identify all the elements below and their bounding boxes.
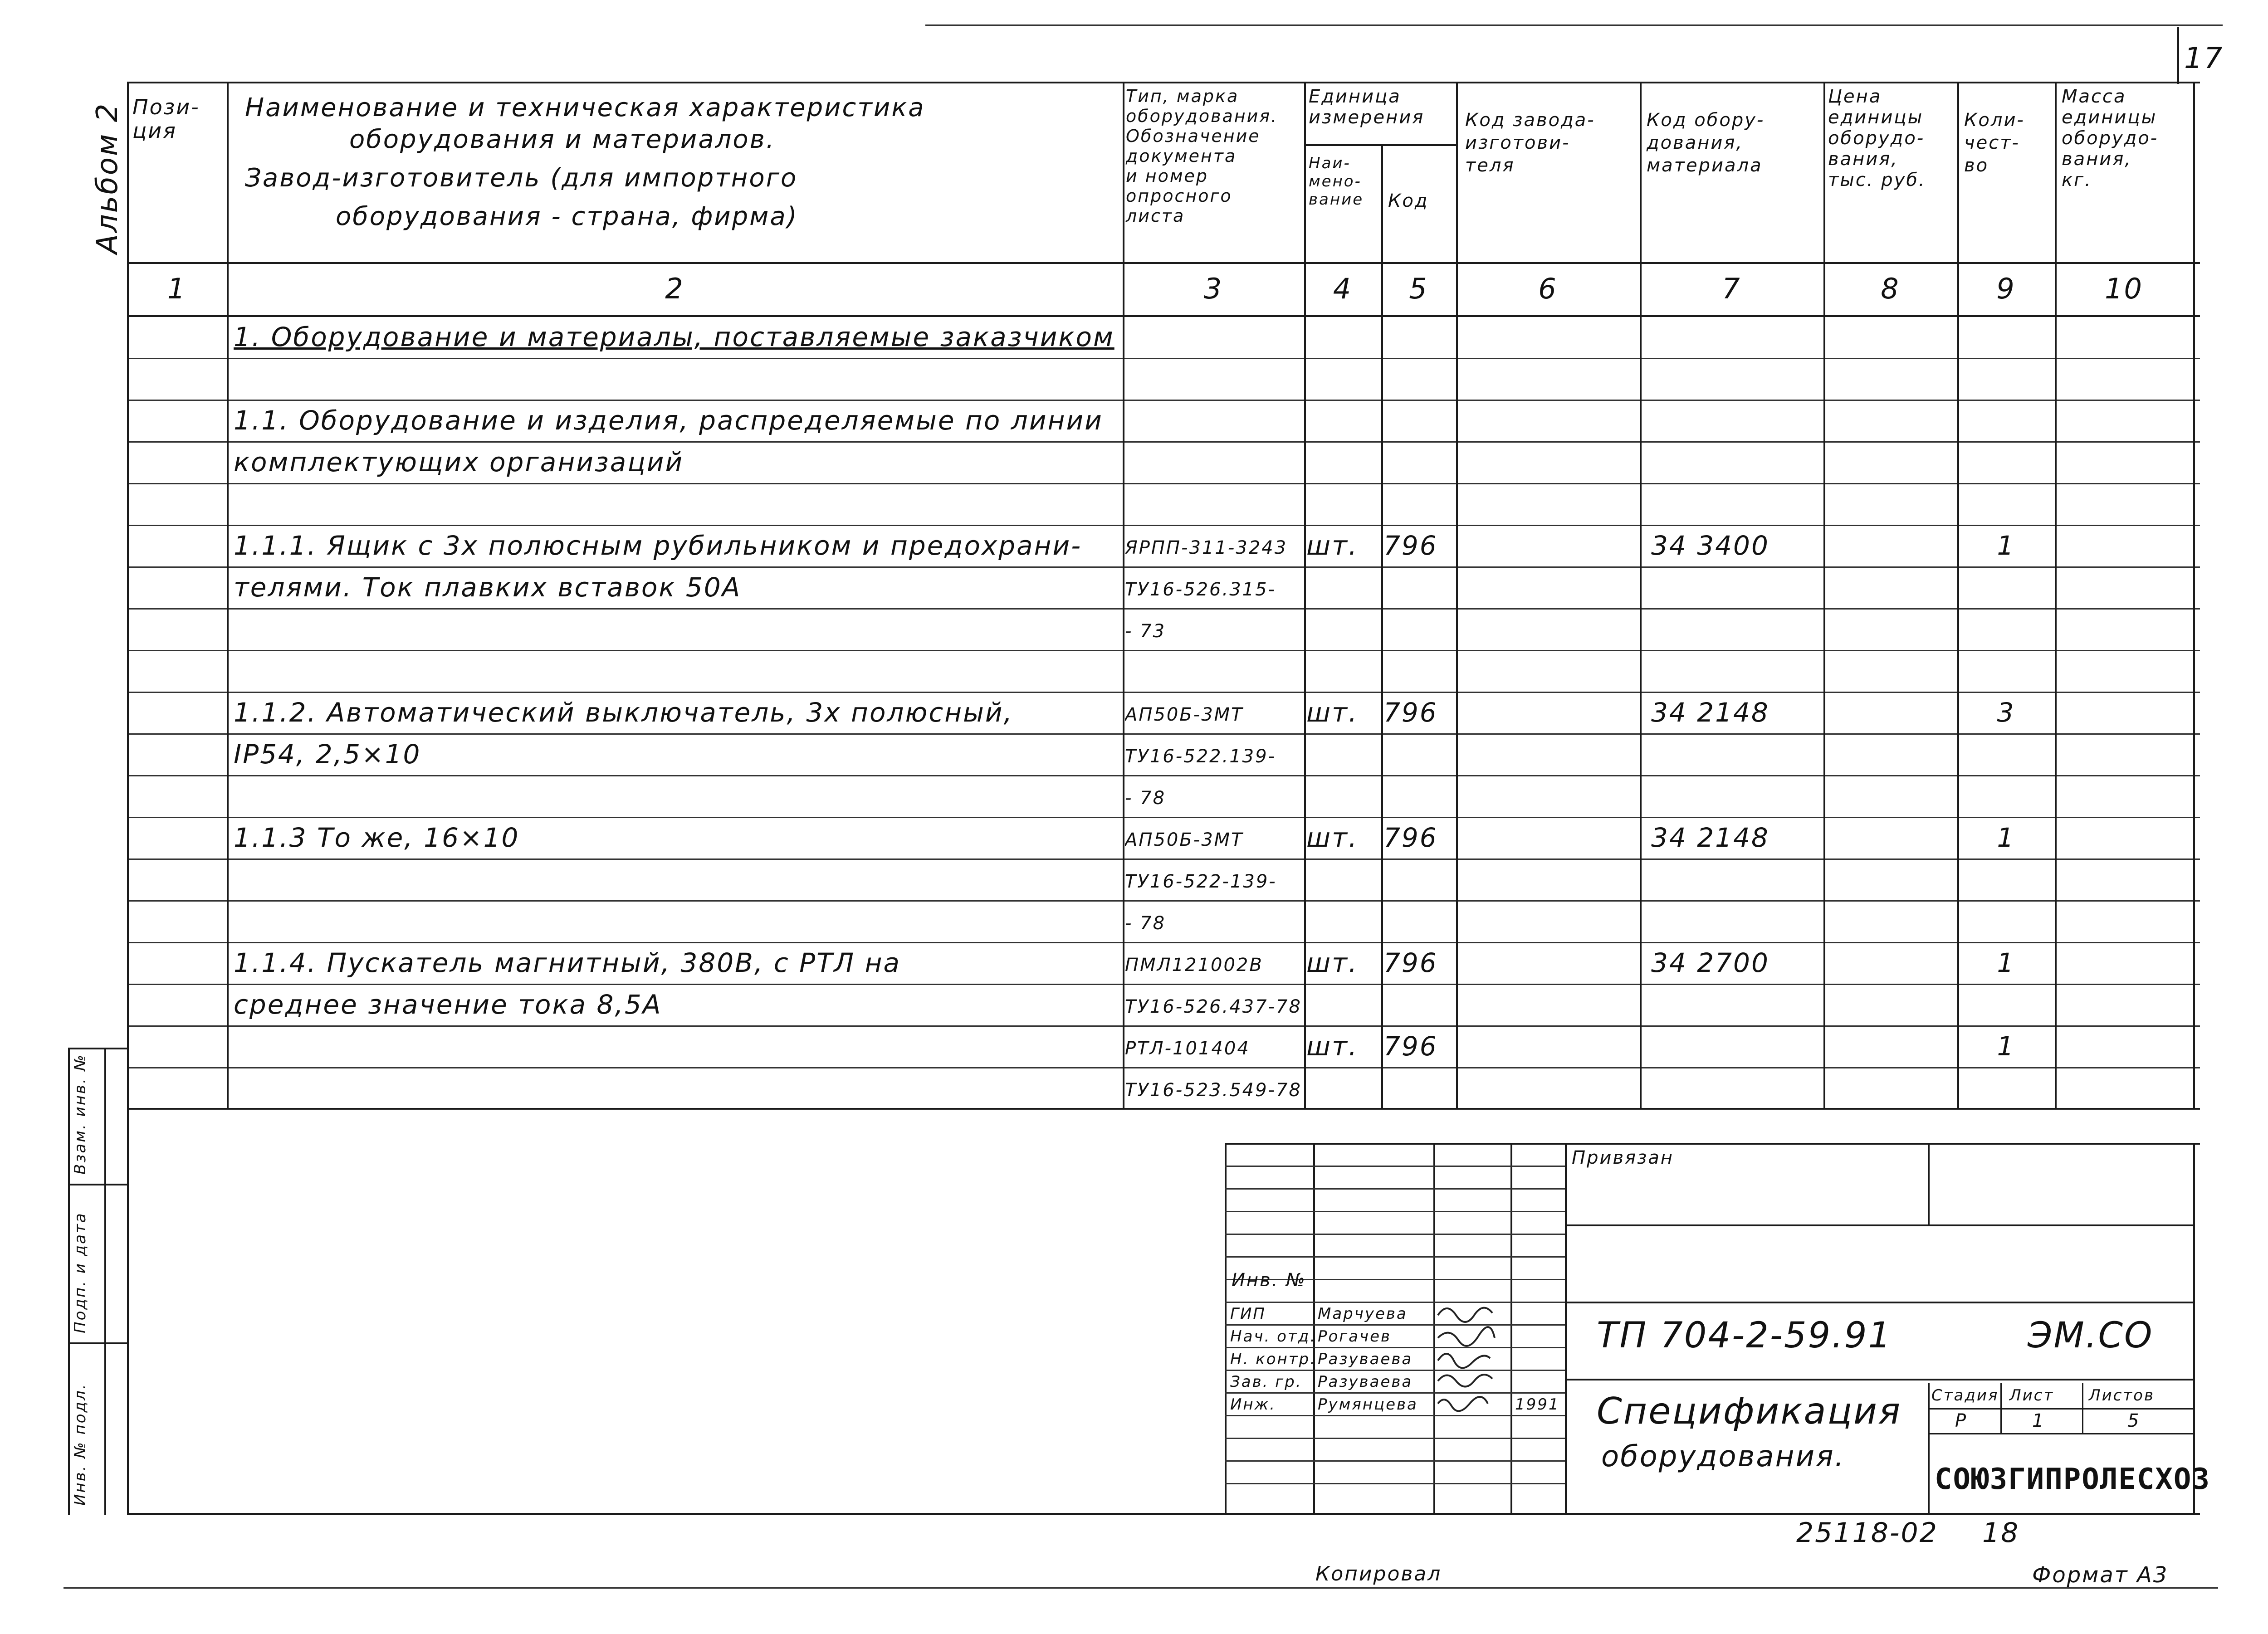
- row-type: ТУ16-523.549-78: [1125, 1080, 1302, 1101]
- header-price: Цена единицы оборудо- вания, тыс. руб.: [1828, 86, 1926, 190]
- titleblock-row-line: [1225, 1370, 1565, 1371]
- colnum-6: 6: [1538, 272, 1558, 305]
- header-quantity: Коли- чест- во: [1964, 110, 2025, 176]
- row-code: 796: [1383, 698, 1438, 727]
- colnum-7: 7: [1722, 272, 1741, 305]
- row-equip-code: 34 2148: [1651, 823, 1769, 852]
- header-name-line4: оборудования - страна, фирма): [336, 202, 798, 231]
- page-number-box-left: [2177, 27, 2179, 84]
- row-qty: 3: [1997, 698, 2015, 727]
- col-line-10: [2193, 82, 2195, 1108]
- page-number: 17: [2184, 42, 2224, 75]
- titleblock-row-line: [1225, 1392, 1565, 1394]
- row-qty: 1: [1997, 1032, 2015, 1061]
- row-line: [127, 942, 2200, 943]
- row-type: ТУ16-526.437-78: [1125, 996, 1302, 1017]
- row-name: 1.1.1. Ящик с 3х полюсным рубильником и предохрани-: [234, 531, 1082, 560]
- margin-strip-div2: [68, 1342, 127, 1344]
- row-type: - 78: [1125, 788, 1166, 809]
- row-line: [127, 441, 2200, 443]
- header-name-line2: оборудования и материалов.: [349, 125, 776, 154]
- stage-label: Стадия: [1931, 1386, 1999, 1405]
- row-type: - 73: [1125, 621, 1166, 642]
- row-type: АП50Б-3МТ: [1125, 704, 1244, 725]
- row-name: комплектующих организаций: [234, 448, 684, 477]
- footer-page: 18: [1982, 1517, 2020, 1549]
- row-type: РТЛ-101404: [1125, 1038, 1250, 1059]
- role-gip: ГИП: [1230, 1305, 1266, 1323]
- row-qty: 1: [1997, 948, 2015, 977]
- row-name: 1.1. Оборудование и изделия, распределяемые по линии: [234, 406, 1103, 435]
- row-line: [127, 400, 2200, 401]
- role-n-kontr: Н. контр.: [1230, 1350, 1316, 1368]
- row-line: [127, 984, 2200, 985]
- tb-line-1: [1565, 1224, 2193, 1226]
- tb-line-2: [1565, 1302, 2193, 1303]
- titleblock-row-line: [1225, 1460, 1565, 1462]
- titleblock-row-line: [1225, 1188, 1565, 1190]
- colnum-2: 2: [665, 272, 684, 305]
- bottom-rule: [64, 1587, 2218, 1589]
- row-line: [127, 608, 2200, 610]
- organization-name: СОЮЗГИПРОЛЕСХОЗ: [1935, 1463, 2210, 1496]
- name-inzh: Румянцева: [1318, 1395, 1418, 1414]
- row-line: [127, 1025, 2200, 1027]
- titleblock-row-line: [1225, 1211, 1565, 1212]
- row-type: ПМЛ121002В: [1125, 955, 1263, 976]
- row-unit: шт.: [1306, 1032, 1359, 1061]
- colnum-3: 3: [1203, 272, 1223, 305]
- tb-stage-div2: [2082, 1383, 2083, 1434]
- col-line-2: [1123, 82, 1124, 1108]
- row-name: 1.1.2. Автоматический выключатель, 3х полюсный,: [234, 698, 1014, 727]
- colnum-4: 4: [1333, 272, 1353, 305]
- document-title-line2: оборудования.: [1601, 1440, 1845, 1473]
- titleblock-col-e: [1928, 1143, 1930, 1224]
- row-type: ЯРПП-311-3243: [1125, 537, 1288, 558]
- header-type: Тип, марка оборудования. Обозначение документа и номер опросного листа: [1126, 86, 1278, 226]
- sign-date: 1991: [1515, 1395, 1560, 1414]
- inv-no-label: Инв. №: [1232, 1270, 1306, 1291]
- margin-label-replace-inv: Взам. инв. №: [71, 1054, 89, 1175]
- row-name: 1.1.3 То же, 16×10: [234, 823, 520, 852]
- row-code: 796: [1383, 531, 1438, 560]
- row-line: [127, 900, 2200, 902]
- role-zav-gr: Зав. гр.: [1230, 1373, 1302, 1391]
- document-mark: ЭМ.СО: [2028, 1315, 2154, 1356]
- row-equip-code: 34 3400: [1651, 531, 1769, 560]
- name-gip: Марчуева: [1318, 1305, 1408, 1323]
- name-n-kontr: Разуваева: [1318, 1350, 1413, 1368]
- role-nach-otd: Нач. отд.: [1230, 1327, 1317, 1346]
- titleblock-row-line: [1225, 1483, 1565, 1484]
- header-mass: Масса единицы оборудо- вания, кг.: [2062, 86, 2159, 190]
- row-equip-code: 34 2148: [1651, 698, 1769, 727]
- sheets-label: Листов: [2089, 1386, 2155, 1405]
- colnum-1: 1: [167, 272, 187, 305]
- row-line: [127, 650, 2200, 651]
- row-line: [127, 566, 2200, 568]
- header-equip-code: Код обору- дования, материала: [1647, 110, 1765, 176]
- row-code: 796: [1383, 948, 1438, 977]
- titleblock-col-d: [1565, 1143, 1567, 1515]
- row-unit: шт.: [1306, 948, 1359, 977]
- row-line: [127, 775, 2200, 776]
- titleblock-row-line: [1225, 1438, 1565, 1439]
- row-type: ТУ16-522-139-: [1125, 871, 1277, 892]
- header-position: Пози- ция: [132, 95, 200, 143]
- titleblock-row-line: [1225, 1256, 1565, 1258]
- row-code: 796: [1383, 823, 1438, 852]
- header-unit-code: Код: [1388, 190, 1429, 211]
- colnum-bottom-line: [127, 315, 2200, 317]
- row-name: 1. Оборудование и материалы, поставляемые заказчиком: [234, 322, 1114, 351]
- footer-number: 25118-02: [1796, 1517, 1938, 1549]
- titleblock-row-line: [1225, 1302, 1565, 1303]
- row-unit: шт.: [1306, 531, 1359, 560]
- colnum-5: 5: [1409, 272, 1428, 305]
- row-line: [127, 692, 2200, 693]
- row-code: 796: [1383, 1032, 1438, 1061]
- titleblock-row-line: [1225, 1415, 1565, 1416]
- margin-strip-div1: [68, 1184, 127, 1185]
- header-name-line1: Наименование и техническая характеристика: [245, 93, 925, 122]
- row-line: [127, 1109, 2200, 1110]
- margin-label-sign-date: Подп. и дата: [71, 1212, 89, 1333]
- sheet-label: Лист: [2009, 1386, 2054, 1405]
- tb-line-3: [1565, 1379, 2193, 1380]
- margin-strip-left: [68, 1048, 70, 1515]
- colnum-9: 9: [1996, 272, 2016, 305]
- document-title-line1: Спецификация: [1597, 1390, 1902, 1432]
- unit-header-divider: [1304, 144, 1456, 146]
- margin-label-inv-orig: Инв. № подл.: [71, 1383, 89, 1506]
- row-qty: 1: [1997, 531, 2015, 560]
- titleblock-bottom: [127, 1513, 2200, 1515]
- document-code: ТП 704-2-59.91: [1597, 1315, 1892, 1356]
- titleblock-top: [1225, 1143, 2200, 1145]
- tb-stage-div1: [2000, 1383, 2002, 1434]
- row-name: телями. Ток плавких вставок 50А: [234, 573, 742, 602]
- row-line: [127, 817, 2200, 818]
- row-line: [127, 358, 2200, 359]
- row-name: IP54, 2,5×10: [234, 740, 421, 769]
- signatures: [1433, 1302, 1513, 1419]
- colnum-8: 8: [1881, 272, 1900, 305]
- album-label: Альбом 2: [91, 102, 124, 254]
- row-type: АП50Б-3МТ: [1125, 829, 1244, 850]
- tb-line-stage: [1928, 1408, 2193, 1410]
- col-line-6: [1640, 82, 1642, 1108]
- sheets-value: 5: [2127, 1410, 2141, 1431]
- row-line: [127, 1067, 2200, 1068]
- tb-line-stage2: [1928, 1433, 2193, 1434]
- titleblock-left: [1225, 1143, 1227, 1515]
- titleblock-col-f: [1928, 1383, 1930, 1515]
- row-line: [127, 733, 2200, 735]
- stage-value: Р: [1955, 1410, 1968, 1431]
- header-name-line3: Завод-изготовитель (для импортного: [245, 163, 798, 193]
- row-name: 1.1.4. Пускатель магнитный, 380В, с РТЛ на: [234, 948, 901, 977]
- name-nach-otd: Рогачев: [1318, 1327, 1392, 1346]
- sheet-value: 1: [2032, 1410, 2045, 1431]
- privyazan-label: Привязан: [1572, 1147, 1674, 1168]
- col-line-7: [1823, 82, 1825, 1108]
- row-line: [127, 858, 2200, 860]
- header-factory-code: Код завода- изготови- теля: [1465, 110, 1595, 176]
- row-line: [127, 483, 2200, 484]
- name-zav-gr: Разуваева: [1318, 1373, 1413, 1391]
- colnum-10: 10: [2105, 272, 2143, 305]
- row-type: - 78: [1125, 913, 1166, 934]
- titleblock-row-line: [1225, 1324, 1565, 1326]
- titleblock-row-line: [1225, 1234, 1565, 1235]
- row-unit: шт.: [1306, 698, 1359, 727]
- row-equip-code: 34 2700: [1651, 948, 1769, 977]
- header-unit: Единица измерения: [1309, 86, 1425, 128]
- row-unit: шт.: [1306, 823, 1359, 852]
- header-bottom-line: [127, 262, 2200, 264]
- col-line-1: [227, 82, 229, 1108]
- row-type: ТУ16-526.315-: [1125, 579, 1276, 600]
- titleblock-row-line: [1225, 1347, 1565, 1348]
- footer-format: Формат А3: [2032, 1562, 2169, 1588]
- footer-copied: Копировал: [1315, 1562, 1442, 1585]
- role-inzh: Инж.: [1230, 1395, 1276, 1414]
- col-line-3: [1304, 82, 1306, 1108]
- table-top-line: [127, 82, 2200, 83]
- titleblock-row-line: [1225, 1166, 1565, 1167]
- row-qty: 1: [1997, 823, 2015, 852]
- top-rule: [925, 24, 2223, 26]
- row-name: среднее значение тока 8,5А: [234, 990, 662, 1019]
- header-unit-name: Наи- мено- вание: [1309, 154, 1364, 209]
- col-line-5: [1456, 82, 1458, 1108]
- row-type: ТУ16-522.139-: [1125, 746, 1276, 767]
- margin-strip-top: [68, 1048, 127, 1049]
- col-line-9: [2055, 82, 2057, 1108]
- row-line: [127, 525, 2200, 526]
- titleblock-right: [2193, 1143, 2195, 1515]
- margin-strip-mid: [104, 1048, 106, 1515]
